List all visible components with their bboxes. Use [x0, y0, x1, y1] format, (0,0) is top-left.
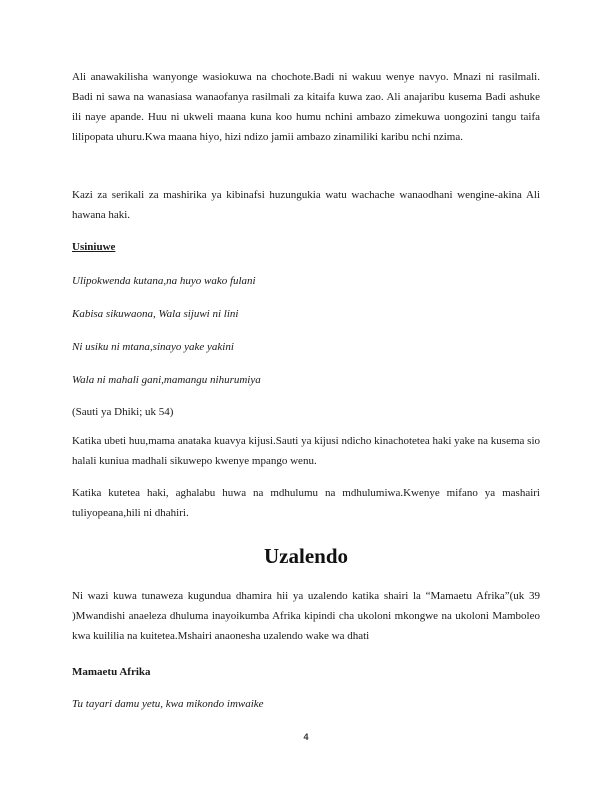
- page-number: 4: [303, 732, 309, 742]
- poem-line-4: Wala ni mahali gani,mamangu nihurumiya: [72, 374, 261, 386]
- poem-title-mamaetu-afrika: Mamaetu Afrika: [72, 666, 151, 678]
- poem-line-3: Ni usiku ni mtana,sinayo yake yakini: [72, 341, 234, 353]
- poem-line-2: Kabisa sikuwaona, Wala sijuwi ni lini: [72, 308, 239, 320]
- poem-line-1: Ulipokwenda kutana,na huyo wako fulani: [72, 275, 256, 287]
- section-heading-uzalendo: Uzalendo: [264, 544, 348, 568]
- paragraph-kutetea-haki: Katika kutetea haki, aghalabu huwa na mdhulumu na mdhulumiwa.Kwenye mifano ya mashairi tuliyopeana,hili ni dhahiri.: [72, 487, 540, 519]
- poem2-line-1: Tu tayari damu yetu, kwa mikondo imwaike: [72, 698, 264, 710]
- paragraph-ubeti-kijusi: Katika ubeti huu,mama anataka kuavya kijusi.Sauti ya kijusi ndicho kinachotetea haki yake na kusema sio halali kuniua madhali sikuwepo kwenye mpango wenu.: [72, 435, 540, 467]
- paragraph-kazi-serikali: Kazi za serikali za mashirika ya kibinafsi huzungukia watu wachache wanaodhani wengine-akina Ali hawana haki.: [72, 189, 540, 221]
- poem-citation: (Sauti ya Dhiki; uk 54): [72, 406, 174, 418]
- paragraph-ali-badi: Ali anawakilisha wanyonge wasiokuwa na chochote.Badi ni wakuu wenye navyo. Mnazi ni rasilmali. Badi ni sawa na wanasiasa wanaofanya rasilmali za kitaifa kuwa zao. Ali anajaribu kusema Badi ashuke ili naye apande. Huu ni ukweli maana kuna koo humu nchini ambazo zimekuwa uongozini tangu taifa lilipopata uhuru.Kwa maana hiyo, hizi ndizo jamii ambazo zinamiliki karibu nchi nzima.: [72, 71, 540, 143]
- poem-title-usiniuwe: Usiniuwe: [72, 241, 116, 253]
- paragraph-uzalendo: Ni wazi kuwa tunaweza kugundua dhamira hii ya uzalendo katika shairi la “Mamaetu Afrika”(uk 39 )Mwandishi anaeleza dhuluma inayoikumba Afrika kipindi cha ukoloni mkongwe na ukoloni Mamboleo kwa kuililia na kuitetea.Mshairi anaonesha uzalendo wake wa dhati: [72, 590, 540, 642]
